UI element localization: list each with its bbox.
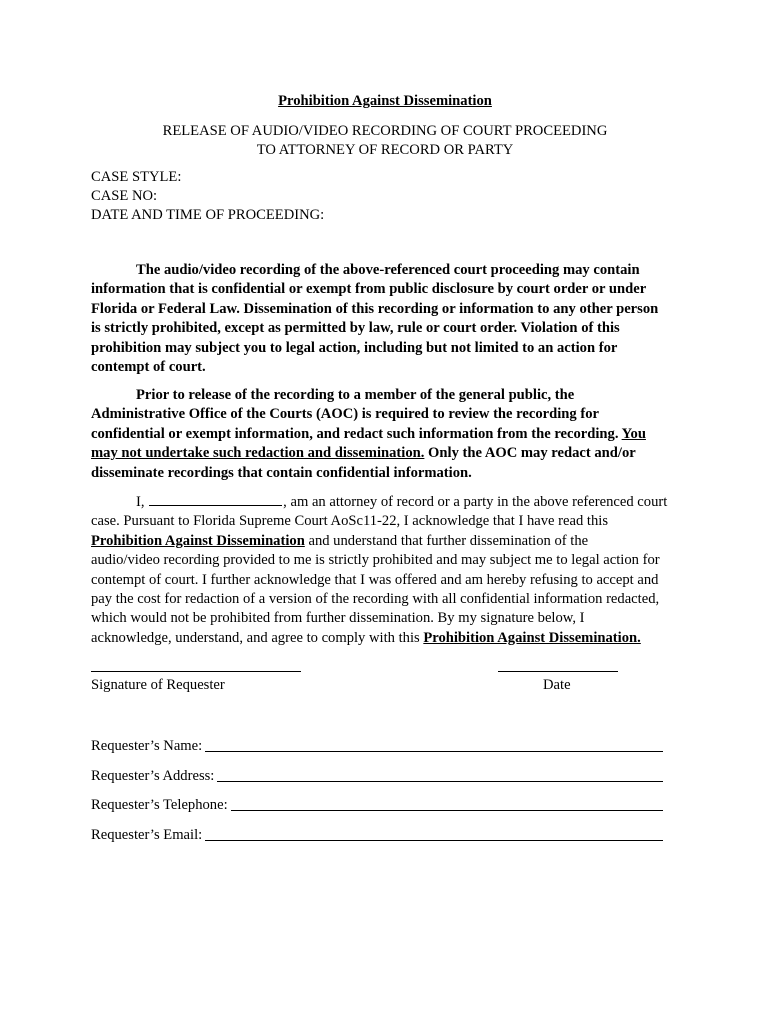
requester-email-line[interactable]	[205, 840, 663, 841]
signature-label: Signature of Requester	[91, 677, 225, 693]
date-time-label: DATE AND TIME OF PROCEEDING:	[91, 207, 325, 223]
paragraph-line	[91, 532, 689, 551]
paragraph-text: I,	[136, 494, 149, 510]
paragraph-line: case. Pursuant to Florida Supreme Court AoSc11-22, I acknowledge that I have read this	[91, 513, 609, 530]
paragraph-line: is strictly prohibited, except as permitted by law, rule or court order. Violation of this	[91, 320, 620, 337]
paragraph-line: disseminate recordings that contain confidential information.	[91, 464, 472, 481]
paragraph-line: which would not be prohibited from further dissemination. By my signature below, I	[91, 610, 585, 627]
paragraph-line: prohibition may subject you to legal action, including but not limited to an action for	[91, 339, 618, 356]
case-info	[91, 168, 324, 225]
paragraph-line	[91, 493, 689, 512]
case-style-label: CASE STYLE:	[91, 169, 182, 185]
underlined-text: You	[621, 425, 646, 442]
paragraph-line: The audio/video recording of the above-referenced court proceeding may contain	[136, 262, 640, 278]
requester-name-line[interactable]	[205, 751, 663, 752]
date-label: Date	[543, 677, 571, 693]
requester-address-label: Requester’s Address:	[91, 768, 215, 784]
paragraph-line: audio/video recording provided to me is strictly prohibited and may subject me to legal action for	[91, 552, 660, 569]
case-no-label: CASE NO:	[91, 188, 158, 204]
paragraph-line: contempt of court.	[91, 359, 206, 376]
requester-email-label: Requester’s Email:	[91, 827, 203, 843]
paragraph-line: contempt of court. I further acknowledge that I was offered and am hereby refusing to accept and	[91, 571, 659, 588]
signature-line[interactable]	[91, 671, 301, 672]
document-title: Prohibition Against Dissemination	[278, 93, 492, 109]
paragraph-line: Prior to release of the recording to a member of the general public, the	[136, 387, 575, 403]
requester-address-field	[91, 765, 663, 785]
requester-email-field	[91, 824, 663, 844]
underlined-text: Prohibition Against Dissemination	[91, 532, 305, 549]
paragraph-line: Administrative Office of the Courts (AOC) is required to review the recording for	[91, 406, 599, 423]
requester-name-label: Requester’s Name:	[91, 738, 203, 754]
document-subtitle	[0, 122, 770, 160]
paragraph-text: and understand that further dissemination of the	[304, 532, 589, 549]
paragraph-line: pay the cost for redaction of a version of the recording with all confidential information redacted,	[91, 591, 660, 608]
paragraph-line	[91, 444, 689, 463]
paragraph-text: confidential or exempt information, and redact such information from the recording.	[91, 425, 622, 442]
paragraph-line: information that is confidential or exempt from public disclosure by court order or under	[91, 281, 647, 298]
paragraph-text: acknowledge, understand, and agree to comply with this	[91, 629, 424, 646]
underlined-text: Prohibition Against Dissemination.	[423, 629, 641, 646]
paragraph-line: Florida or Federal Law. Dissemination of this recording or information to any other person	[91, 300, 659, 317]
requester-name-field	[91, 735, 663, 755]
requester-telephone-label: Requester’s Telephone:	[91, 797, 228, 813]
name-blank-line[interactable]	[149, 493, 282, 506]
paragraph-line	[91, 629, 689, 648]
subtitle-line-1: RELEASE OF AUDIO/VIDEO RECORDING OF COURT PROCEEDING	[162, 123, 608, 139]
acknowledgement-paragraph	[91, 493, 689, 648]
date-line[interactable]	[498, 671, 618, 672]
paragraph-text: Only the AOC may redact and/or	[424, 445, 636, 462]
paragraph-text: , am an attorney of record or a party in the above referenced court	[283, 494, 668, 510]
redaction-paragraph	[91, 386, 689, 483]
subtitle-line-2: TO ATTORNEY OF RECORD OR PARTY	[256, 142, 514, 158]
requester-telephone-line[interactable]	[231, 810, 663, 811]
requester-address-line[interactable]	[217, 781, 663, 782]
requester-telephone-field	[91, 794, 663, 814]
paragraph-line	[91, 425, 689, 444]
confidentiality-paragraph	[91, 261, 689, 377]
underlined-text: may not undertake such redaction and dissemination.	[91, 445, 425, 462]
